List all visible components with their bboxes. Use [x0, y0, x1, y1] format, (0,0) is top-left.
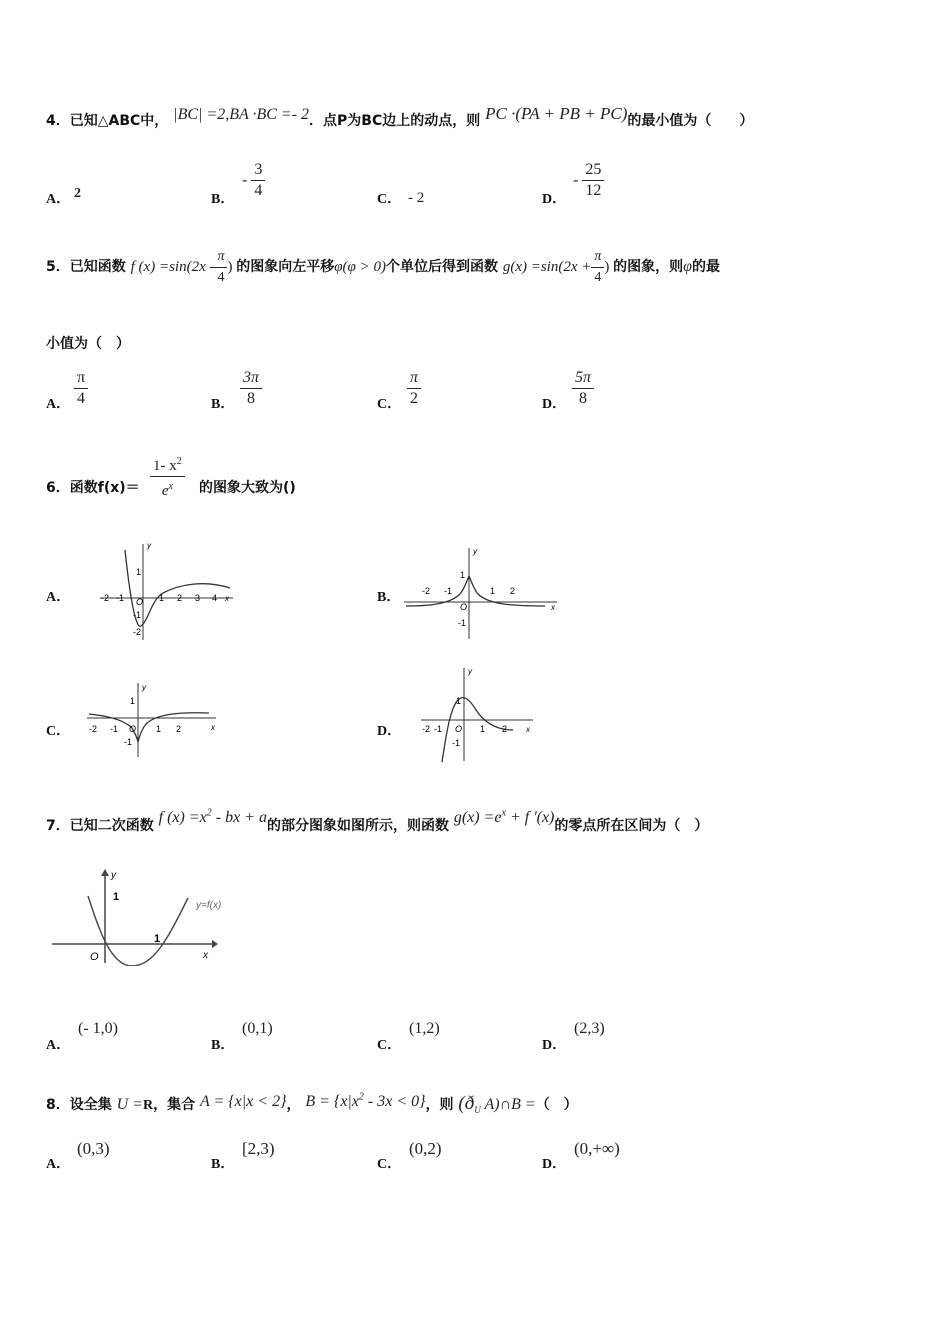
curve	[89, 713, 209, 742]
expr: (ð	[458, 1093, 475, 1114]
question-text: ．点P为BC边上的动点，则	[309, 113, 481, 129]
tick-label: -1	[452, 738, 461, 748]
fraction	[591, 247, 604, 288]
set-b-text: B = {x|x	[305, 1093, 359, 1110]
x-label: x	[526, 725, 530, 734]
graph-option-c	[84, 680, 224, 760]
denominator: 2	[410, 390, 418, 407]
question-text: 的最小值为（ ）	[627, 113, 754, 129]
fraction	[251, 160, 265, 201]
question-number: 4．	[46, 113, 70, 129]
x-label: x	[211, 723, 215, 732]
func-f: f (x) =sin(2x -	[130, 258, 215, 275]
math-expression: φ(φ > 0)	[334, 258, 386, 275]
math-expression: U =	[116, 1096, 143, 1113]
func-g: g(x) =sin(2x +	[502, 258, 592, 275]
den-sup: x	[168, 481, 173, 492]
question-text: 的图象大致为()	[199, 480, 296, 496]
denominator: 4	[594, 270, 602, 285]
option-label: A．	[46, 192, 71, 207]
numerator: π	[591, 247, 604, 268]
graph-option-a	[95, 538, 245, 642]
numerator: π	[74, 368, 88, 389]
option-label: B．	[211, 397, 235, 412]
option-value	[240, 368, 262, 409]
question-text: 的部分图象如图所示，则函数	[266, 818, 449, 834]
tick-label: -1	[110, 724, 119, 734]
question-text: 设全集	[69, 1097, 112, 1113]
numerator: 25	[582, 160, 604, 181]
tick-label: -1	[434, 724, 443, 734]
sub: U	[474, 1105, 481, 1116]
tick-label: -2	[133, 627, 142, 637]
tick-label: 1	[490, 586, 496, 596]
option-label: C．	[46, 724, 71, 739]
tick-label: O	[460, 602, 468, 612]
option-value: 2	[74, 186, 81, 201]
question-text: ，集合	[153, 1097, 196, 1113]
y-label: y	[473, 547, 477, 556]
expr-rest: A)∩B =	[480, 1096, 536, 1113]
tick-label: -2	[101, 593, 110, 603]
real-set: R	[142, 1098, 154, 1113]
func-f: f (x) =x	[158, 809, 207, 826]
num-text: 1- x	[153, 458, 177, 474]
question-text: 小值为（ ）	[46, 336, 130, 352]
denominator: 8	[247, 390, 255, 407]
tick-label: 1	[113, 891, 120, 903]
option-label: C．	[377, 397, 402, 412]
question-text: 函数f(x)＝	[69, 480, 140, 496]
x-label: x	[203, 950, 208, 961]
tick-label: 1	[456, 696, 462, 706]
option-value: (0,2)	[409, 1139, 442, 1158]
question-4	[46, 104, 754, 130]
numerator: 5π	[572, 368, 594, 389]
option-value: (1,2)	[409, 1020, 440, 1037]
question-number: 8．	[46, 1097, 70, 1113]
option-label: D．	[542, 397, 567, 412]
tick-label: -2	[89, 724, 98, 734]
tick-label: -2	[422, 724, 431, 734]
option-value	[242, 160, 265, 201]
phi-symbol: φ	[683, 257, 693, 275]
question-text: ，则	[425, 1097, 454, 1113]
func-g: g(x) =e	[453, 809, 502, 826]
sup: 2	[206, 807, 212, 819]
fraction	[214, 247, 227, 288]
x-label: x	[551, 603, 555, 612]
math-expression	[130, 249, 237, 285]
question-text: （ ）	[535, 1097, 578, 1113]
tick-label: 1	[156, 724, 162, 734]
question-number: 6．	[46, 480, 70, 496]
numerator: π	[214, 247, 227, 268]
denominator: 4	[254, 182, 263, 199]
math-expression	[458, 1093, 536, 1116]
option-value	[407, 368, 421, 409]
option-label: B．	[211, 1038, 235, 1053]
sign: -	[242, 171, 248, 189]
x-label: x	[225, 594, 229, 603]
option-label: D．	[542, 192, 567, 207]
tick-label: -1	[458, 618, 467, 628]
x-arrow	[212, 940, 218, 948]
y-label: y	[111, 870, 116, 881]
denominator	[150, 477, 185, 501]
y-arrow	[101, 869, 109, 876]
option-label: C．	[377, 1038, 402, 1053]
tick-label: 2	[510, 586, 516, 596]
tick-label: -1	[124, 737, 133, 747]
quadratic-graph	[50, 866, 240, 966]
option-value: (0,1)	[242, 1020, 273, 1037]
denominator: 4	[217, 270, 225, 285]
option-value: (0,+∞)	[574, 1139, 620, 1158]
tick-label: 2	[177, 593, 183, 603]
set-b	[305, 1093, 425, 1110]
math-expression: |BC| =2,BA ·BC =- 2	[173, 106, 310, 123]
option-label: A．	[46, 1038, 71, 1053]
sup: 2	[358, 1091, 364, 1103]
question-5-continued	[46, 333, 130, 353]
func-g-rest: + f '(x)	[505, 809, 555, 826]
graph-option-b	[400, 544, 565, 642]
option-value	[74, 368, 88, 409]
tick-label: 2	[176, 724, 182, 734]
question-number: 5．	[46, 258, 70, 275]
tick-label: 1	[460, 570, 466, 580]
option-label: D．	[542, 1038, 567, 1053]
sign: -	[573, 171, 579, 189]
tick-label: O	[136, 597, 144, 607]
denominator: 8	[579, 390, 587, 407]
question-text: 已知△ABC中，	[69, 113, 169, 129]
question-8	[46, 1093, 578, 1115]
tick-label: O	[455, 724, 463, 734]
curve-label: y=f(x)	[196, 900, 222, 911]
origin-label: O	[90, 951, 99, 963]
tick-label: O	[129, 724, 137, 734]
option-value	[573, 160, 604, 201]
option-value: (0,3)	[77, 1139, 110, 1158]
tick-label: 1	[130, 696, 136, 706]
question-6	[46, 477, 140, 497]
option-label: B．	[377, 590, 401, 605]
question-5	[46, 247, 720, 288]
tick-label: 1	[159, 593, 165, 603]
option-label: C．	[377, 192, 402, 207]
question-text: 的零点所在区间为（ ）	[554, 818, 709, 834]
numerator: π	[407, 368, 421, 389]
question-7	[46, 807, 709, 835]
y-label: y	[468, 667, 472, 676]
option-value: [2,3)	[242, 1139, 275, 1158]
option-value: - 2	[408, 190, 425, 206]
question-text: 已知二次函数	[69, 818, 154, 834]
numerator: 3	[251, 160, 265, 181]
fraction	[582, 160, 604, 201]
question-text: 的图象，则	[613, 258, 684, 275]
question-text: 的最	[692, 258, 721, 275]
numerator	[150, 452, 185, 477]
func-f-rest: - bx + a	[211, 809, 267, 826]
math-expression: PC ·(PA + PB + PC)	[485, 104, 628, 123]
question-number: 7．	[46, 818, 70, 834]
question-text: 的图象向左平移	[236, 258, 335, 275]
math-expression	[159, 809, 267, 826]
option-value	[572, 368, 594, 409]
option-label: C．	[377, 1157, 402, 1172]
den-text: e	[161, 483, 169, 499]
tick-label: 4	[212, 593, 218, 603]
option-label: B．	[211, 1157, 235, 1172]
function-fraction	[150, 452, 185, 501]
tick-label: -1	[133, 610, 142, 620]
denominator: 12	[585, 182, 602, 199]
option-label: A．	[46, 397, 71, 412]
tick-label: -1	[444, 586, 453, 596]
option-label: A．	[46, 590, 71, 605]
denominator: 4	[77, 390, 86, 407]
tick-label: -1	[116, 593, 125, 603]
question-text: 个单位后得到函数	[385, 258, 498, 275]
option-value: (2,3)	[574, 1020, 605, 1037]
option-value: (- 1,0)	[78, 1020, 118, 1037]
question-text: 已知函数	[69, 258, 126, 275]
math-expression	[454, 809, 555, 826]
set-b-rest: - 3x < 0}	[363, 1093, 426, 1110]
numerator: 3π	[240, 368, 262, 389]
num-sup: 2	[176, 456, 182, 467]
sup: x	[501, 807, 506, 819]
tick-label: 1	[136, 567, 142, 577]
separator: ，	[286, 1097, 301, 1113]
set-a: A = {x|x < 2}	[199, 1093, 287, 1110]
tick-label: 1	[480, 724, 486, 734]
tick-label: 3	[195, 593, 201, 603]
paren: )	[227, 258, 233, 275]
paren: )	[604, 258, 610, 275]
tick-label: 1	[154, 933, 161, 945]
tick-label: -2	[422, 586, 431, 596]
option-label: A．	[46, 1157, 71, 1172]
y-label: y	[147, 541, 151, 550]
graph-option-d	[418, 664, 538, 764]
parabola	[88, 896, 188, 966]
y-label: y	[142, 683, 146, 692]
option-label: D．	[542, 1157, 567, 1172]
option-label: D．	[377, 724, 402, 739]
tick-label: 2	[502, 724, 508, 734]
option-label: B．	[211, 192, 235, 207]
question-6-tail	[199, 477, 296, 497]
math-expression	[502, 249, 613, 285]
